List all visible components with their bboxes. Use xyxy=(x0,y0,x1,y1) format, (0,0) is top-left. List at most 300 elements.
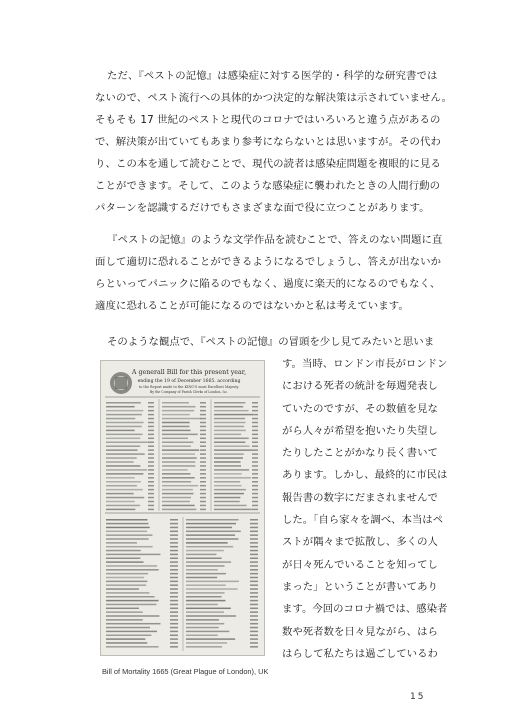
bill-print-number xyxy=(200,493,206,495)
bill-print-number xyxy=(148,457,154,459)
bill-print-line xyxy=(214,493,244,495)
bill-print-line xyxy=(106,608,139,610)
bill-print-number xyxy=(148,489,154,491)
bill-print-line xyxy=(106,561,144,563)
bill-print-line xyxy=(186,550,224,552)
bill-print-number xyxy=(148,406,154,408)
bill-print-line xyxy=(186,581,239,583)
bill-print-number xyxy=(148,477,154,479)
bill-print-number xyxy=(148,493,154,495)
bill-print-number xyxy=(252,489,258,491)
bill-print-line xyxy=(106,477,135,479)
bill-print-line xyxy=(106,534,152,536)
bill-print-line xyxy=(162,453,195,455)
bill-print-number xyxy=(148,485,154,487)
bill-print-line xyxy=(214,465,241,467)
bill-print-line xyxy=(214,469,249,471)
bill-print-number xyxy=(200,505,206,507)
bill-print-line xyxy=(106,410,143,412)
bill-print-number xyxy=(170,569,178,571)
bill-print-number xyxy=(148,481,154,483)
bill-print-number xyxy=(250,565,258,567)
bill-print-line xyxy=(106,418,135,420)
bill-print-number xyxy=(252,501,258,503)
bill-print-line xyxy=(106,592,150,594)
bill-print-number xyxy=(170,642,178,644)
bill-print-line xyxy=(186,615,236,617)
bill-print-line xyxy=(214,414,252,416)
bill-print-number xyxy=(148,501,154,503)
bill-print-number xyxy=(148,473,154,475)
bill-print-line xyxy=(214,442,245,444)
bill-print-number xyxy=(250,646,258,648)
bill-print-number xyxy=(252,505,258,507)
bill-print-line xyxy=(162,509,196,511)
bill-print-number xyxy=(250,635,258,637)
bill-print-line xyxy=(106,501,135,503)
bill-print-line xyxy=(186,604,218,606)
bill-print-number xyxy=(170,542,178,544)
bill-print-line xyxy=(162,473,190,475)
bill-print-number xyxy=(148,461,154,463)
bill-print-line xyxy=(186,546,233,548)
bill-print-line xyxy=(162,497,191,499)
bill-print-number xyxy=(170,554,178,556)
bill-print-line xyxy=(162,426,189,428)
bill-print-number xyxy=(170,623,178,625)
bill-print-line xyxy=(214,509,252,511)
bill-print-number xyxy=(170,565,178,567)
bill-print-number xyxy=(250,550,258,552)
bill-print-line xyxy=(106,509,135,511)
bill-print-number xyxy=(170,608,178,610)
bill-print-line xyxy=(106,519,147,521)
bill-print-number xyxy=(250,615,258,617)
bill-print-line xyxy=(162,505,195,507)
bill-print-line xyxy=(162,402,189,404)
bill-print-number xyxy=(250,631,258,633)
bill-print-number xyxy=(250,546,258,548)
bill-print-line xyxy=(162,418,200,420)
bill-print-number xyxy=(250,604,258,606)
bill-print-number xyxy=(250,592,258,594)
bill-print-line xyxy=(106,426,142,428)
bill-print-line xyxy=(106,627,150,629)
bill-print-line xyxy=(186,558,222,560)
bill-print-number xyxy=(200,477,206,479)
bill-print-number xyxy=(170,638,178,640)
bill-print-line xyxy=(186,588,238,590)
paragraph-3-line: はらして私たちは過ごしているわ xyxy=(282,647,438,660)
bill-print-line xyxy=(186,577,217,579)
bill-print-line xyxy=(186,538,238,540)
paragraph-3-line: たりしたことがかなり長く書いて xyxy=(282,447,438,460)
bill-print-number xyxy=(200,406,206,408)
bill-print-line xyxy=(186,631,229,633)
bill-print-line xyxy=(214,426,244,428)
bill-print-line xyxy=(186,619,219,621)
bill-print-line xyxy=(106,453,145,455)
bill-print-line xyxy=(214,438,249,440)
bill-print-line xyxy=(106,422,144,424)
bill-print-number xyxy=(250,627,258,629)
bill-print-number xyxy=(252,493,258,495)
paragraph-2-line: 適度に恐れることが可能になるのではないかと私は考えています。 xyxy=(95,300,409,312)
bill-print-line xyxy=(214,489,246,491)
bill-print-line xyxy=(186,646,222,648)
bill-print-line xyxy=(106,615,159,617)
bill-print-line xyxy=(214,477,251,479)
bill-print-number xyxy=(170,546,178,548)
bill-print-number xyxy=(252,465,258,467)
bill-print-line xyxy=(106,531,147,533)
bill-print-number xyxy=(148,449,154,451)
bill-print-number xyxy=(252,477,258,479)
bill-print-line xyxy=(186,635,218,637)
paragraph-1-line: で、解決策が出ていてもあまり参考にならないとは思いますが。その代わ xyxy=(95,136,441,148)
bill-print-line xyxy=(186,519,239,521)
bill-print-line xyxy=(106,430,135,432)
bill-print-line xyxy=(162,481,191,483)
bill-print-line xyxy=(106,457,137,459)
paragraph-3-line: 報告書の数字にだまされませんで xyxy=(282,491,438,504)
bill-print-number xyxy=(252,410,258,412)
bill-print-number xyxy=(250,573,258,575)
bill-print-number xyxy=(170,604,178,606)
bill-print-line xyxy=(186,527,232,529)
bill-print-line xyxy=(106,445,140,447)
bill-print-number xyxy=(148,402,154,404)
bill-header-line-4: By the Company of Parish Clerks of London, &c. xyxy=(149,390,229,394)
bill-print-line xyxy=(214,449,252,451)
bill-print-number xyxy=(250,577,258,579)
bill-print-line xyxy=(106,623,161,625)
bill-print-number xyxy=(148,438,154,440)
bill-print-line xyxy=(106,565,157,567)
bill-print-number xyxy=(170,573,178,575)
bill-print-number xyxy=(148,445,154,447)
bill-print-line xyxy=(186,584,226,586)
bill-print-number xyxy=(200,457,206,459)
bill-print-line xyxy=(214,461,241,463)
paragraph-2-line: 面して適切に恐れることができるようになるでしょうし、答えが出ないか xyxy=(95,256,442,268)
bill-print-number xyxy=(250,558,258,560)
paragraph-3-line: ていたのですが、その数値を見な xyxy=(282,402,438,415)
bill-print-number xyxy=(250,561,258,563)
bill-print-number xyxy=(252,422,258,424)
bill-print-line xyxy=(214,402,245,404)
paragraph-3-line: した。「自ら家々を調べ、本当はペ xyxy=(282,514,444,527)
bill-print-line xyxy=(214,505,247,507)
bill-print-line xyxy=(186,554,217,556)
bill-print-number xyxy=(250,608,258,610)
bill-print-number xyxy=(170,596,178,598)
bill-print-line xyxy=(162,457,197,459)
bill-print-number xyxy=(252,449,258,451)
bill-header-line-2: ending the 19 of December 1665. according xyxy=(137,379,241,384)
bill-print-line xyxy=(106,434,143,436)
bill-print-line xyxy=(186,561,231,563)
bill-print-number xyxy=(170,523,178,525)
paragraph-3-line: 数や死者数を日々見ながら、はら xyxy=(282,625,438,638)
paragraph-3-first-line: そのような観点で、『ペストの記憶』の冒頭を少し見てみたいと思いま xyxy=(107,336,435,348)
bill-print-line xyxy=(106,635,151,637)
bill-of-mortality-image xyxy=(100,360,265,656)
bill-print-number xyxy=(148,465,154,467)
bill-print-number xyxy=(170,584,178,586)
bill-print-number xyxy=(170,527,178,529)
page-number: 15 xyxy=(410,692,426,702)
bill-print-number xyxy=(170,627,178,629)
bill-print-number xyxy=(170,561,178,563)
bill-print-number xyxy=(148,509,154,511)
bill-print-line xyxy=(214,445,250,447)
bill-print-number xyxy=(148,426,154,428)
bill-print-number xyxy=(200,461,206,463)
bill-print-number xyxy=(252,453,258,455)
bill-print-line xyxy=(106,442,148,444)
bill-print-line xyxy=(106,573,148,575)
bill-print-number xyxy=(170,538,178,540)
bill-print-line xyxy=(162,469,188,471)
bill-print-line xyxy=(162,501,190,503)
bill-print-line xyxy=(162,445,191,447)
bill-print-number xyxy=(250,523,258,525)
paragraph-3-line: ます。今回のコロナ禍では、感染者 xyxy=(282,603,448,616)
bill-print-number xyxy=(200,481,206,483)
bill-print-line xyxy=(214,406,243,408)
bill-print-number xyxy=(170,581,178,583)
bill-print-number xyxy=(252,430,258,432)
bill-print-number xyxy=(200,402,206,404)
bill-print-number xyxy=(170,577,178,579)
bill-print-number xyxy=(250,619,258,621)
bill-print-line xyxy=(106,473,143,475)
bill-print-number xyxy=(250,600,258,602)
bill-print-number xyxy=(250,542,258,544)
bill-print-number xyxy=(250,596,258,598)
bill-print-line xyxy=(106,554,160,556)
paragraph-1-line: そもそも 17 世紀のペストと現代のコロナではいろいろと違う点があるの xyxy=(95,114,441,126)
bill-print-line xyxy=(214,481,240,483)
paragraph-3-line: す。当時、ロンドン市長がロンドン xyxy=(282,358,448,370)
bill-print-line xyxy=(214,430,246,432)
bill-print-number xyxy=(252,418,258,420)
bill-print-line xyxy=(162,430,191,432)
bill-print-number xyxy=(252,406,258,408)
paragraph-3-wrapped-text xyxy=(282,353,454,665)
bill-print-number xyxy=(200,453,206,455)
bill-print-line xyxy=(106,646,159,648)
bill-print-number xyxy=(170,592,178,594)
bill-print-line xyxy=(214,422,245,424)
bill-print-number xyxy=(170,550,178,552)
bill-print-line xyxy=(186,642,227,644)
bill-print-line xyxy=(162,406,195,408)
bill-print-number xyxy=(252,485,258,487)
bill-print-line xyxy=(214,434,241,436)
paragraph-3-line: が日々死んでいることを知ってし xyxy=(282,558,438,571)
bill-print-line xyxy=(106,619,143,621)
bill-print-line xyxy=(214,453,244,455)
bill-print-number xyxy=(170,534,178,536)
bill-print-number xyxy=(148,434,154,436)
paragraph-3-line: がら人々が希望を抱いたり失望し xyxy=(282,424,438,437)
paragraph-1-line: パターンを認識するだけでもさまざまな面で役に立つことがあります。 xyxy=(95,202,430,214)
bill-print-line xyxy=(162,410,194,412)
bill-print-number xyxy=(170,558,178,560)
bill-print-number xyxy=(148,505,154,507)
paragraph-3-line: まった」ということが書いてあり xyxy=(282,580,438,593)
bill-print-line xyxy=(186,531,241,533)
bill-print-line xyxy=(106,638,145,640)
bill-print-number xyxy=(200,485,206,487)
paragraph-1 xyxy=(95,65,452,219)
bill-print-line xyxy=(186,565,225,567)
bill-print-line xyxy=(106,406,135,408)
paragraph-1-line: ないので、ペスト流行への具体的かつ決定的な解決策は示されていません。 xyxy=(95,92,453,104)
bill-print-line xyxy=(106,596,155,598)
bill-print-line xyxy=(186,534,235,536)
bill-print-line xyxy=(106,577,144,579)
paragraph-3-line: あります。しかし、最終的に市民は xyxy=(282,469,448,482)
bill-print-number xyxy=(252,497,258,499)
bill-print-number xyxy=(252,481,258,483)
bill-print-number xyxy=(250,519,258,521)
bill-print-number xyxy=(252,509,258,511)
bill-print-line xyxy=(106,581,147,583)
bill-print-number xyxy=(148,497,154,499)
bill-print-line xyxy=(162,477,195,479)
bill-print-number xyxy=(250,569,258,571)
bill-print-number xyxy=(250,527,258,529)
bill-print-number xyxy=(252,402,258,404)
bill-print-line xyxy=(106,481,141,483)
bill-print-line xyxy=(186,523,236,525)
bill-print-number xyxy=(200,445,206,447)
bill-print-number xyxy=(148,418,154,420)
bill-print-line xyxy=(214,485,242,487)
bill-print-line xyxy=(106,505,140,507)
bill-header-line-1: A generall Bill for this present year, xyxy=(131,369,247,376)
bill-print-line xyxy=(162,442,193,444)
bill-print-number xyxy=(200,438,206,440)
bill-print-number xyxy=(200,501,206,503)
bill-print-line xyxy=(162,461,195,463)
bill-print-line xyxy=(162,485,198,487)
bill-print-number xyxy=(200,422,206,424)
bill-print-number xyxy=(250,638,258,640)
bill-print-line xyxy=(106,465,140,467)
bill-print-line xyxy=(106,527,150,529)
paragraph-2 xyxy=(95,229,452,317)
bill-print-number xyxy=(252,438,258,440)
bill-print-line xyxy=(186,623,224,625)
bill-print-number xyxy=(200,418,206,420)
bill-print-number xyxy=(200,489,206,491)
bill-print-line xyxy=(106,414,142,416)
bill-print-line xyxy=(186,608,231,610)
bill-print-number xyxy=(252,473,258,475)
bill-print-line xyxy=(106,402,141,404)
figure-caption: Bill of Mortality 1665 (Great Plague of London), UK xyxy=(102,667,269,676)
bill-print-number xyxy=(170,646,178,648)
bill-print-number xyxy=(148,442,154,444)
bill-print-line xyxy=(106,485,137,487)
bill-print-number xyxy=(170,631,178,633)
bill-print-number xyxy=(252,457,258,459)
bill-print-number xyxy=(148,410,154,412)
bill-print-number xyxy=(252,442,258,444)
paragraph-2-line: らといってパニックに陥るのでもなく、過度に楽天的になるのでもなく、 xyxy=(95,278,441,290)
bill-print-line xyxy=(186,569,218,571)
bill-print-number xyxy=(250,538,258,540)
bill-print-line xyxy=(106,550,141,552)
bill-print-line xyxy=(186,573,226,575)
bill-print-line xyxy=(186,600,226,602)
bill-print-line xyxy=(186,596,222,598)
bill-print-number xyxy=(252,445,258,447)
paragraph-1-line: ことができます。そして、このような感染症に襲われたときの人間行動の xyxy=(95,180,441,192)
bill-print-line xyxy=(106,449,138,451)
bill-print-number xyxy=(252,414,258,416)
bill-print-number xyxy=(250,584,258,586)
bill-print-line xyxy=(186,627,219,629)
bill-print-number xyxy=(170,588,178,590)
bill-print-line xyxy=(106,461,134,463)
bill-print-line xyxy=(106,538,149,540)
bill-print-line xyxy=(106,469,147,471)
bill-print-number xyxy=(250,623,258,625)
paragraph-1-line: ただ、『ペストの記憶』は感染症に対する医学的・科学的な研究書では xyxy=(107,70,438,82)
bill-print-number xyxy=(250,611,258,613)
bill-header-line-3: to the Report made to the KING'S most Excellent Majesty. xyxy=(138,385,240,389)
bill-print-number xyxy=(148,414,154,416)
bill-print-number xyxy=(170,531,178,533)
bill-print-number xyxy=(250,531,258,533)
bill-print-number xyxy=(200,465,206,467)
bill-print-number xyxy=(170,600,178,602)
bill-print-number xyxy=(200,430,206,432)
bill-print-number xyxy=(170,615,178,617)
bill-print-line xyxy=(106,523,148,525)
bill-print-number xyxy=(200,473,206,475)
bill-print-line xyxy=(214,410,249,412)
bill-print-number xyxy=(148,422,154,424)
bill-print-number xyxy=(250,642,258,644)
bill-print-number xyxy=(170,611,178,613)
bill-print-number xyxy=(250,588,258,590)
bill-print-number xyxy=(200,426,206,428)
bill-print-line xyxy=(186,592,225,594)
bill-print-line xyxy=(106,600,159,602)
bill-print-line xyxy=(106,546,153,548)
bill-print-number xyxy=(200,414,206,416)
bill-print-line xyxy=(106,489,143,491)
bill-print-line xyxy=(106,497,144,499)
bill-print-line xyxy=(106,438,140,440)
bill-print-line xyxy=(214,501,240,503)
bill-print-line xyxy=(186,638,235,640)
bill-print-line xyxy=(214,457,243,459)
bill-print-number xyxy=(252,469,258,471)
paragraph-2-line: 『ペストの記憶』のような文学作品を読むことで、答えのない問題に直 xyxy=(107,234,443,246)
paragraph-1-line: り、この本を通して読むことで、現代の読者は感染症問題を複眼的に見る xyxy=(95,158,441,170)
bill-print-line xyxy=(162,438,188,440)
bill-print-line xyxy=(186,542,228,544)
bill-print-line xyxy=(162,493,194,495)
bill-print-line xyxy=(186,611,224,613)
